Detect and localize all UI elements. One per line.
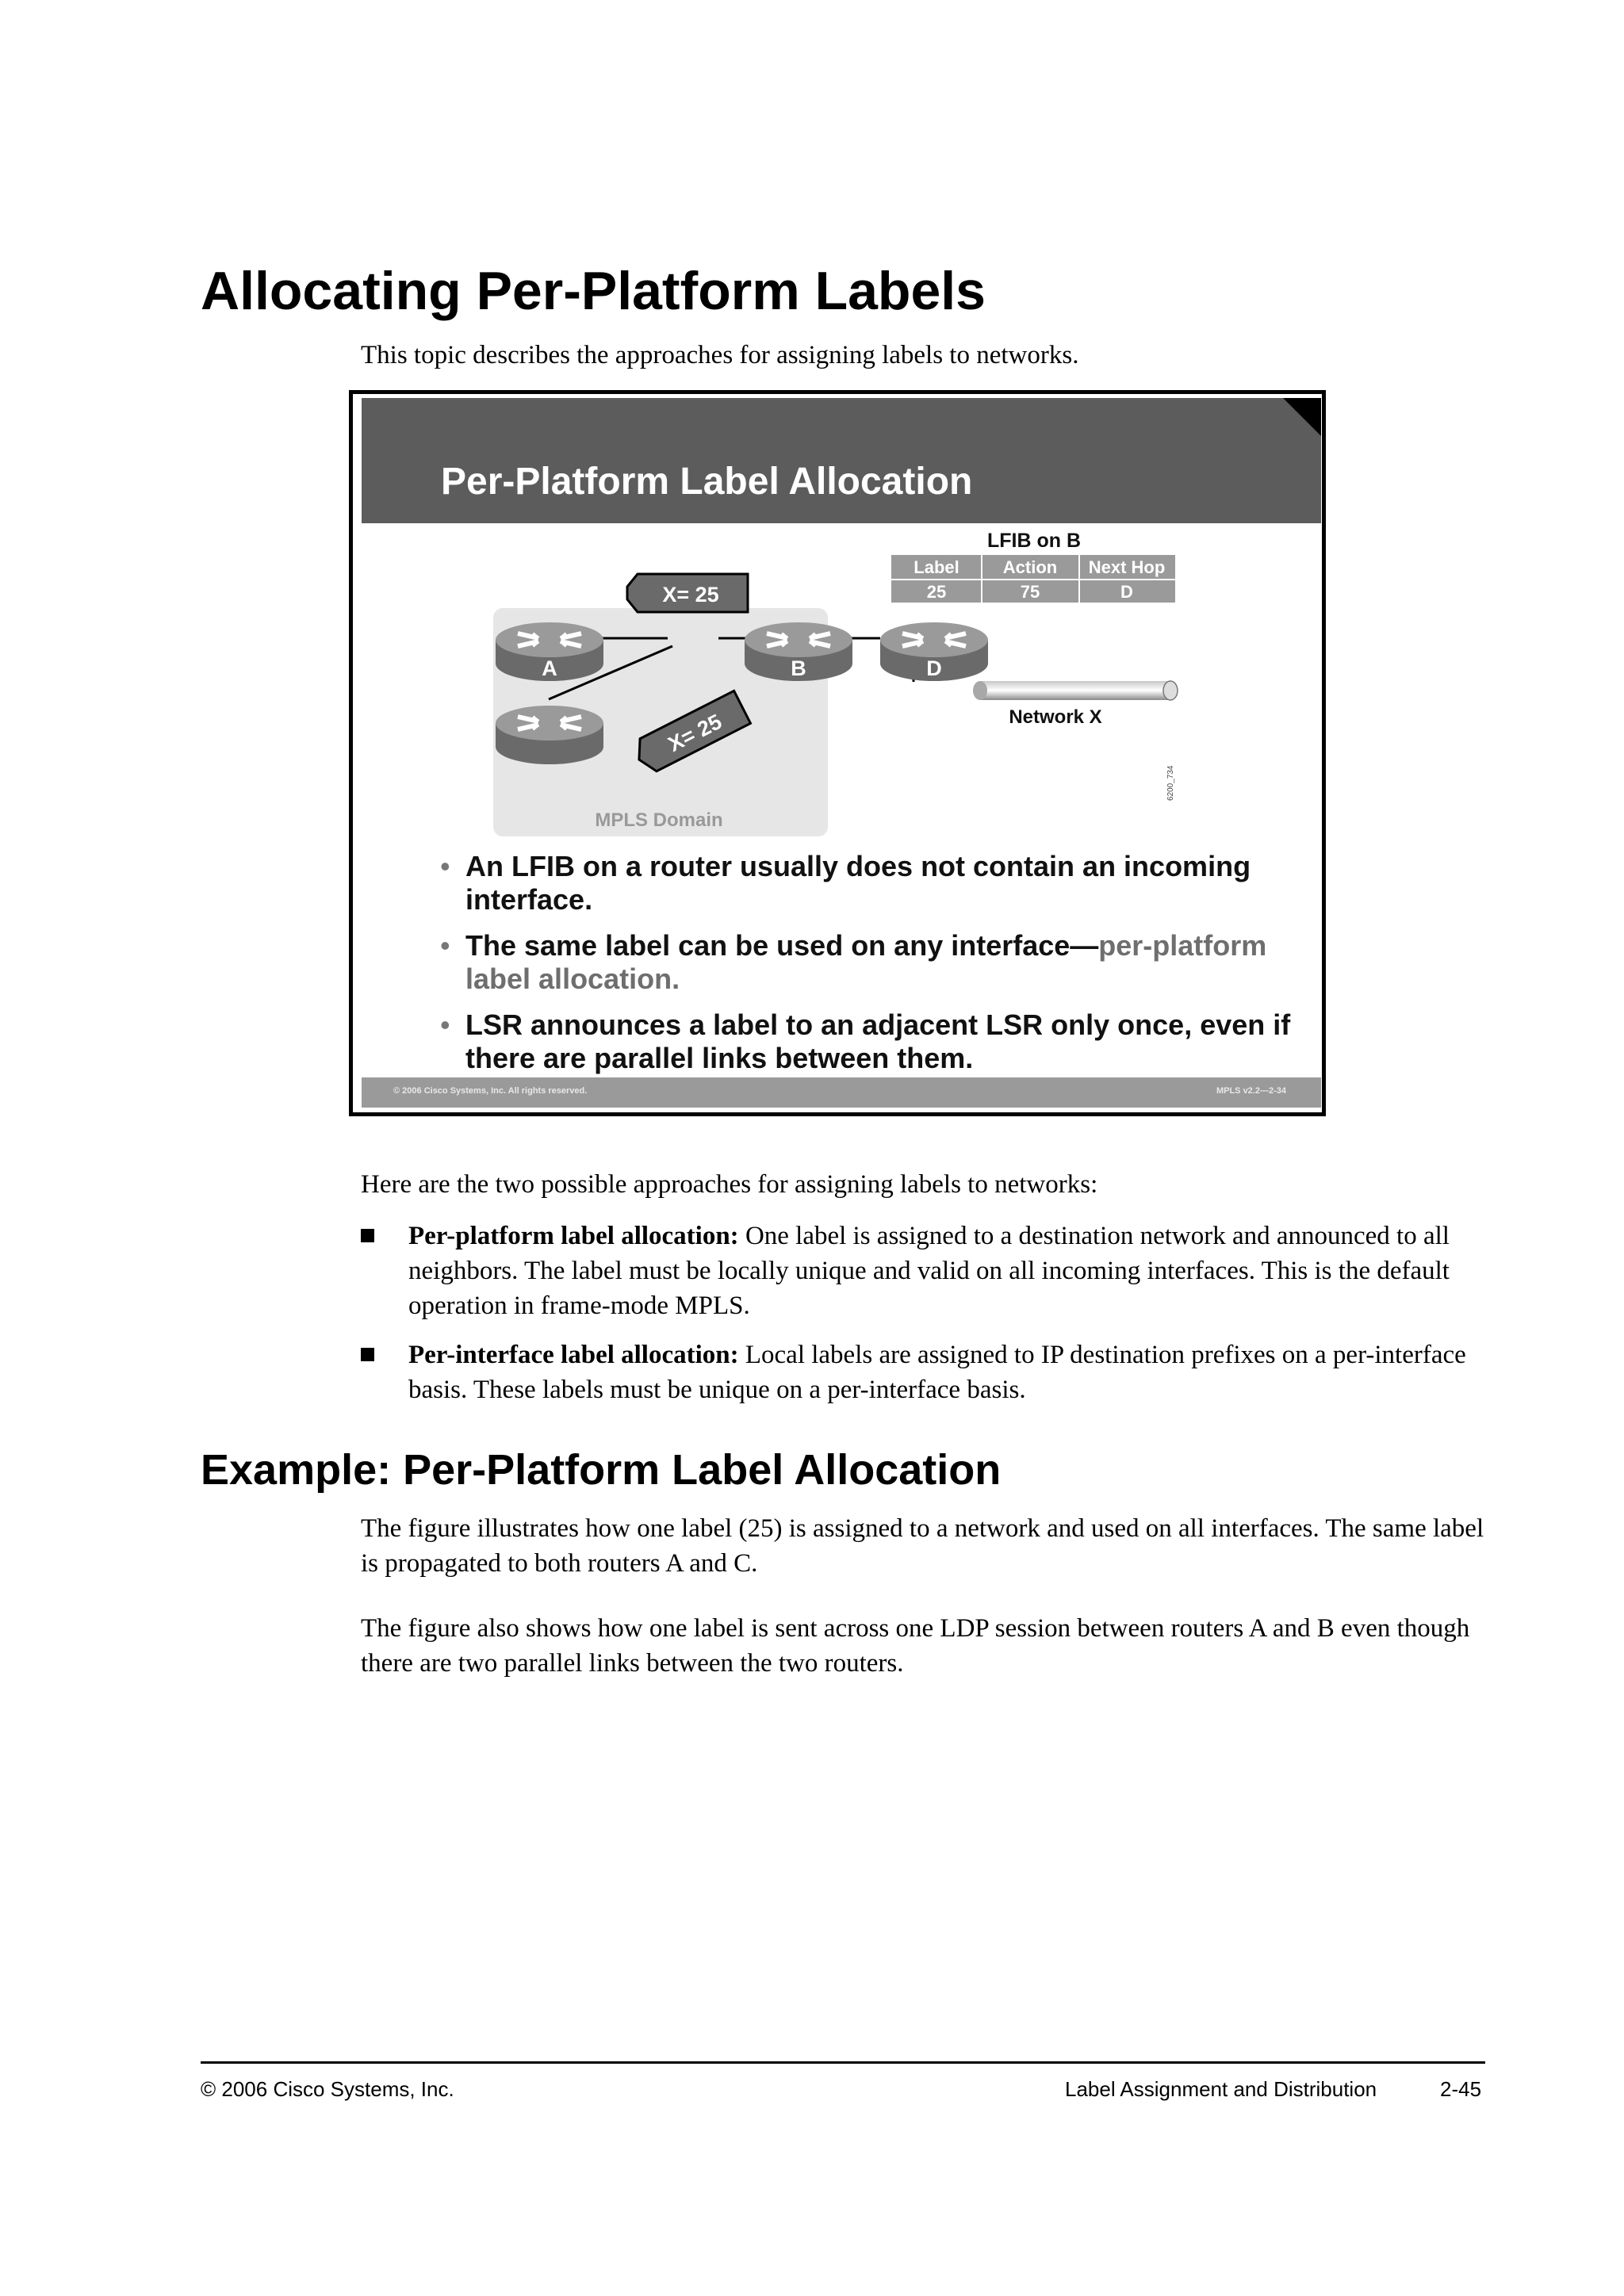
lfib-header-action: Action xyxy=(1002,557,1058,577)
router-b-label: B xyxy=(791,656,806,680)
lfib-title: LFIB on B xyxy=(986,530,1082,552)
approach-description: Local labels are assigned to IP destination prefixes on a per-interface basis. These labels must be unique on a per-interface basis. xyxy=(408,1341,1466,1404)
lfib-header-next-hop: Next Hop xyxy=(1088,557,1166,577)
footer-divider xyxy=(201,2061,1485,2064)
lfib-cell-next-hop: D xyxy=(1120,582,1133,602)
router-c-icon xyxy=(496,706,603,764)
slide-code: MPLS v2.2—2-34 xyxy=(1216,1086,1286,1096)
label-tag-top xyxy=(627,574,748,612)
footer-copyright: © 2006 Cisco Systems, Inc. xyxy=(201,2077,454,2101)
intro-text: This topic describes the approaches for assigning labels to networks. xyxy=(361,341,1079,369)
slide-figure xyxy=(349,390,1326,1116)
approach-item xyxy=(361,1219,1471,1323)
slide-bullet-list xyxy=(440,850,1297,1088)
example-paragraph: The figure illustrates how one label (25) is assigned to a network and used on all interfaces. The same label is propagated to both routers A and C. xyxy=(361,1514,1484,1578)
slide-bullet: • The same label can be used on any interface—per-platform label allocation. xyxy=(440,929,1267,995)
approach-description: One label is assigned to a destination network and announced to all neighbors. The label must be locally unique and valid on all incoming interfaces. This is the default operation in frame-mode MPLS. xyxy=(408,1222,1450,1320)
label-tag-top-text: X= 25 xyxy=(662,583,719,607)
mpls-domain-label: MPLS Domain xyxy=(595,809,723,831)
approaches-intro: Here are the two possible approaches for assigning labels to networks: xyxy=(361,1170,1098,1199)
router-d-label: D xyxy=(926,656,942,680)
example-paragraph: The figure also shows how one label is sent across one LDP session between routers A and B even though there are two parallel links between the two routers. xyxy=(361,1614,1470,1678)
approach-item xyxy=(361,1337,1471,1407)
slide-bullet: • LSR announces a label to an adjacent LSR only once, even if there are parallel links between them. xyxy=(440,1008,1291,1074)
lfib-cell-label: 25 xyxy=(926,582,947,602)
bullet-dot-icon: • xyxy=(440,929,450,962)
network-x-pipe xyxy=(973,681,1178,700)
approach-term: Per-interface label allocation: xyxy=(408,1341,739,1369)
slide-copyright: © 2006 Cisco Systems, Inc. All rights reserved. xyxy=(393,1086,588,1096)
bullet-highlight: per-platform label allocation. xyxy=(465,929,1267,995)
network-x-label: Network X xyxy=(1009,706,1102,728)
label-tag-diagonal-text: X= 25 xyxy=(664,709,726,757)
corner-fold-icon xyxy=(1283,398,1321,436)
example-heading: Example: Per-Platform Label Allocation xyxy=(201,1446,1002,1494)
slide-footer xyxy=(362,1077,1321,1108)
slide-header xyxy=(362,398,1321,523)
figure-code: 6200_734 xyxy=(1166,765,1175,801)
slide-bullet: • An LFIB on a router usually does not contain an incoming interface. xyxy=(440,850,1251,916)
lfib-cell-action: 75 xyxy=(1020,582,1040,602)
approach-term: Per-platform label allocation: xyxy=(408,1222,739,1250)
footer-page-number: 2-45 xyxy=(1440,2077,1482,2101)
lfib-header-label: Label xyxy=(914,557,959,577)
slide-title: Per-Platform Label Allocation xyxy=(441,461,973,503)
square-bullet-icon xyxy=(361,1348,374,1361)
footer-section: Label Assignment and Distribution xyxy=(1065,2077,1377,2101)
network-diagram xyxy=(362,523,1321,856)
router-a-label: A xyxy=(542,656,557,680)
bullet-dot-icon: • xyxy=(440,850,450,882)
square-bullet-icon xyxy=(361,1229,374,1242)
page-title: Allocating Per-Platform Labels xyxy=(201,261,986,321)
bullet-dot-icon: • xyxy=(440,1008,450,1041)
